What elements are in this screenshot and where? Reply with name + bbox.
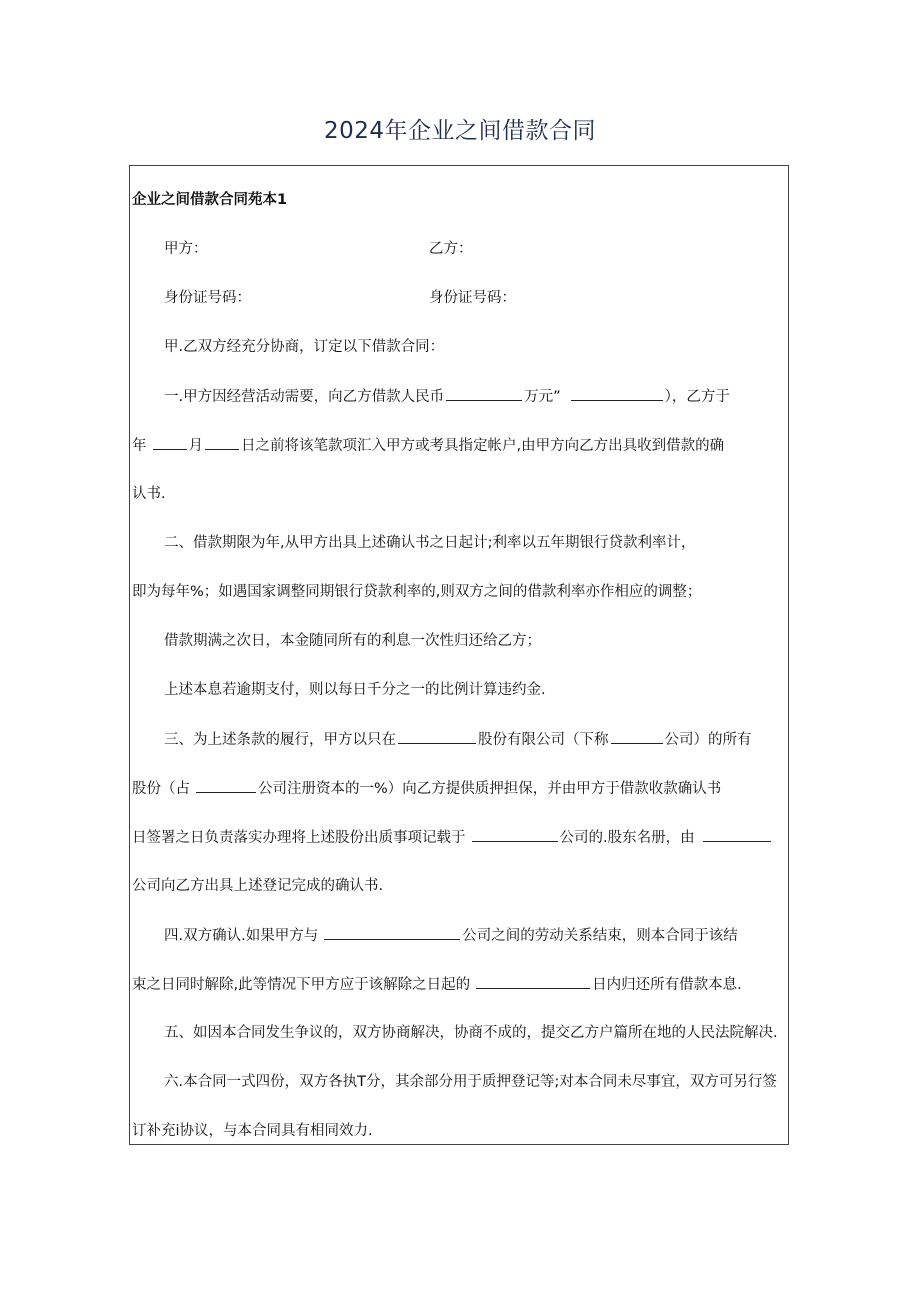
clause-5-line-1: 五、如因本合同发生争议的，双方协商解决，协商不成的，提交乙方户篇所在地的人民法院解决.: [164, 1025, 778, 1041]
clause-3-text-b: 股份有限公司（下称: [478, 732, 609, 748]
clause-3-line-3: [132, 827, 773, 848]
clause-4-text-d: 日内归还所有借款本息.: [592, 977, 742, 993]
clause-4-line-1: [164, 925, 738, 946]
contract-heading: 企业之间借款合同苑本1: [132, 192, 288, 208]
party-a-label: 甲方：: [164, 241, 208, 257]
clause-4-line-2: [132, 974, 742, 995]
clause-3-text-g: 公司的.股东名册，由: [559, 830, 695, 846]
clause-2-line-1: 二、借款期限为年,从甲方出具上述确认书之日起计;利率以五年期银行贷款利率计，: [164, 535, 696, 551]
clause-1-year-label: 年: [132, 438, 147, 454]
clause-3-line-1: [164, 729, 752, 750]
clause-3-text-f: 日签署之日负责落实办理将上述股份出质事项记载于: [132, 830, 466, 846]
clause-3-line-2: [132, 778, 721, 799]
clause-6-line-2: 订补充i协议，与本合同具有相同效力.: [132, 1123, 373, 1139]
clause-1-text-c: ），乙方于: [664, 389, 730, 405]
contract-frame: [129, 165, 789, 1145]
clause-4-text-a: 四.双方确认.如果甲方与: [164, 928, 319, 944]
party-b-label: 乙方：: [429, 241, 473, 257]
company-blank: [398, 729, 476, 744]
clause-3-text-e: 公司注册资本的一%）向乙方提供质押担保，并由甲方于借款收款确认书: [258, 781, 722, 797]
clause-3-line-4: 公司向乙方出具上述登记完成的确认书.: [132, 878, 384, 894]
clause-1-line-3: 认书.: [132, 486, 166, 502]
year-blank: [153, 435, 187, 450]
days-blank: [476, 974, 590, 989]
share-company-blank: [196, 778, 256, 793]
contract-intro: 甲.乙双方经充分协商，订定以下借款合同：: [164, 339, 445, 355]
clause-1-text-d: 日之前将该笔款项汇入甲方或考具指定帐户,由甲方向乙方出具收到借款的确: [241, 438, 725, 454]
issuer-company-blank: [703, 827, 771, 842]
company-short-blank: [611, 729, 663, 744]
register-company-blank: [472, 827, 558, 842]
clause-1-text-b: 万元”: [524, 389, 561, 405]
amount-blank: [446, 386, 522, 401]
clause-3-text-c: 公司）的所有: [664, 732, 752, 748]
clause-3-text-a: 三、为上述条款的履行，甲方以只在: [164, 732, 396, 748]
clause-3-text-d: 股份（占: [132, 781, 190, 797]
clause-2-line-3: 借款期满之次日，本金随同所有的利息一次性归还给乙方；: [164, 633, 541, 649]
clause-1-month-label: 月: [188, 438, 203, 454]
clause-4-text-b: 公司之间的劳动关系结束，则本合同于该结: [462, 928, 738, 944]
clause-6-line-1: 六.本合同一式四份，双方各执T分，其余部分用于质押登记等;对本合同未尽事宜，双方可另行签: [164, 1074, 777, 1090]
clause-2-line-4: 上述本息若逾期支付，则以每日千分之一的比例计算违约金.: [164, 682, 546, 698]
party-a-id-label: 身份证号码：: [164, 290, 251, 306]
clause-1-text-a: 一.甲方因经营活动需要，向乙方借款人民币: [164, 389, 445, 405]
clause-4-text-c: 束之日同时解除,此等情况下甲方应于该解除之日起的: [132, 977, 471, 993]
employer-company-blank: [324, 925, 460, 940]
clause-2-line-2: 即为每年%；如遇国家调整同期银行贷款利率的,则双方之间的借款利率亦作相应的调整；: [132, 584, 702, 600]
clause-1-line-1: [164, 386, 730, 407]
amount-words-blank: [571, 386, 663, 401]
day-blank: [205, 435, 239, 450]
party-b-id-label: 身份证号码：: [429, 290, 516, 306]
clause-1-line-2: [132, 435, 724, 456]
page-title: 2024年企业之间借款合同: [323, 118, 597, 144]
